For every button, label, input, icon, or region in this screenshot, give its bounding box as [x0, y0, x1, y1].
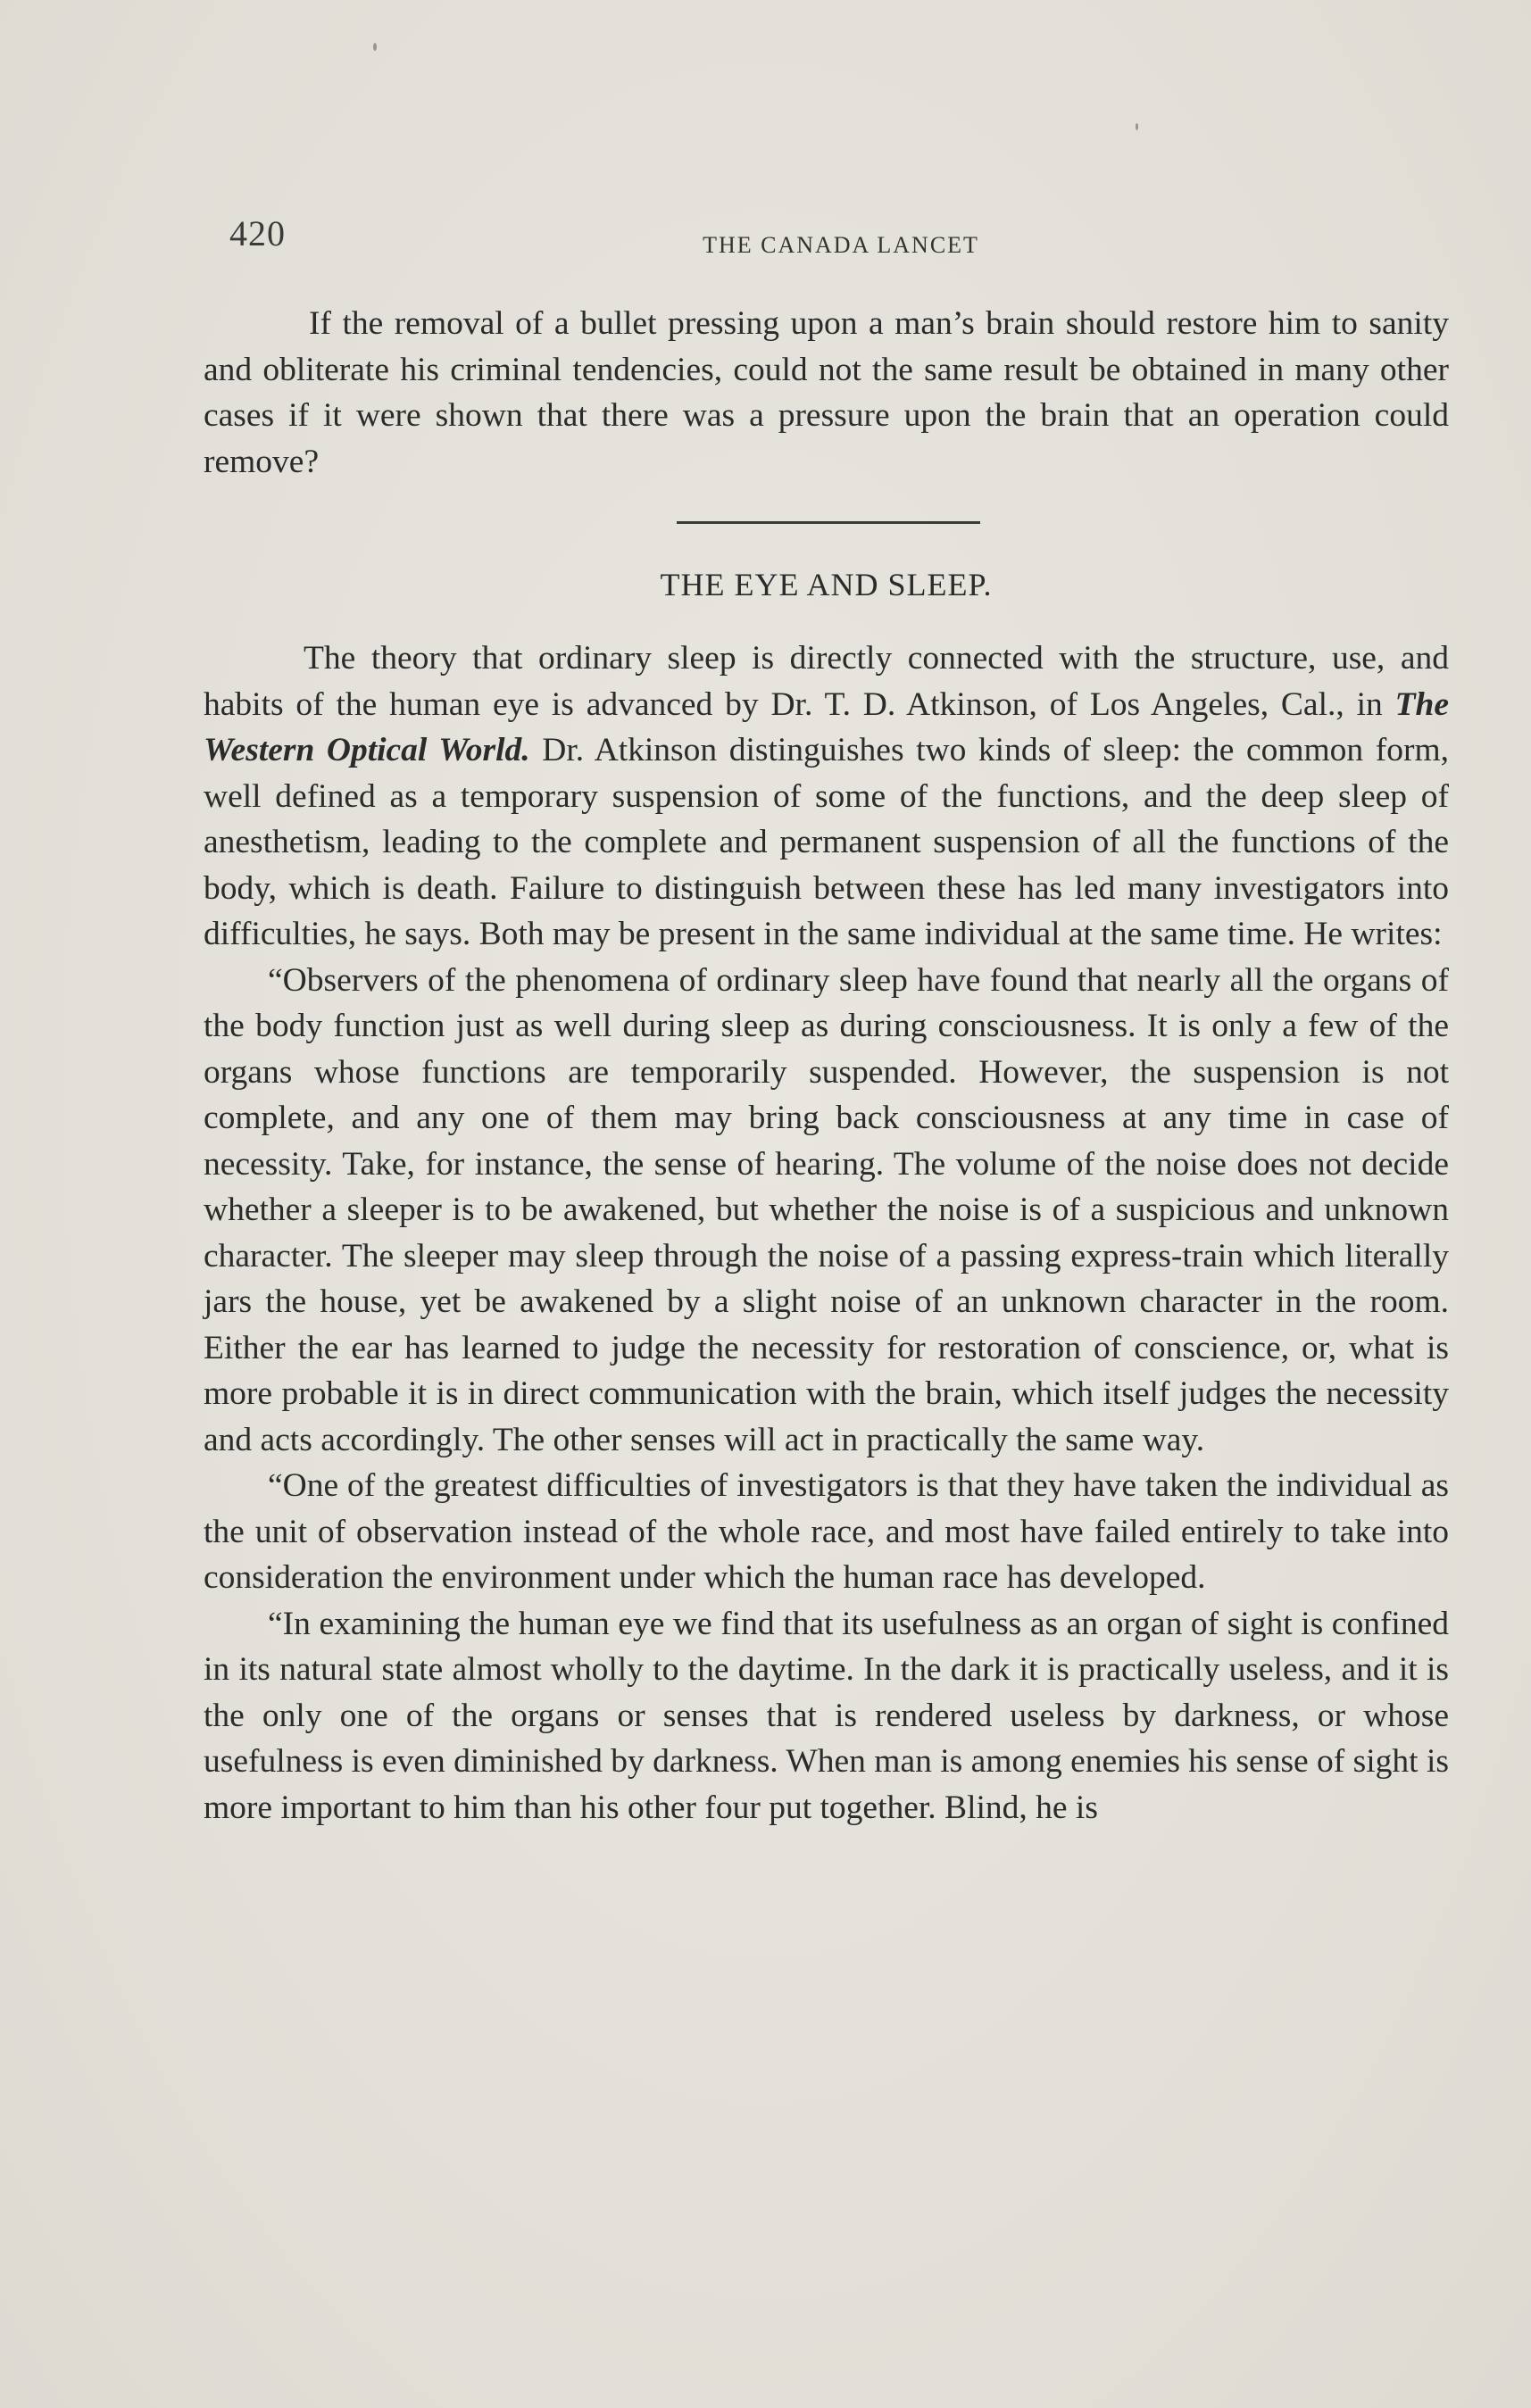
journal-title: The Western Optical World.	[204, 685, 1449, 768]
paragraph-1-text-a: The theory that ordinary sleep is directly connected with the structure, use, and habits of the human eye is advanced by Dr. T. D. Atkinson, of Los Angeles, Cal., in	[204, 640, 1449, 723]
paper-speck	[1136, 123, 1138, 130]
section-divider	[677, 521, 980, 524]
intro-text	[204, 301, 1449, 485]
section-title: THE EYE AND SLEEP.	[660, 567, 993, 602]
paragraph-4: “In examining the human eye we find that its usefulness as an organ of sight is confined in its natural state almost wholly to the daytime. In the dark it is practically useless, and it is the only one of the organs or senses that is rendered useless by darkness, or whose usefulness is even diminished by darkness. When man is among enemies his sense of sight is more important to him than his other four put together. Blind, he is	[204, 1605, 1449, 1826]
intro-paragraph: If the removal of a bullet pressing upon a man’s brain should restore him to sanity and obliterate his criminal tendencies, could not the same result be obtained in many other cases if it were shown that there was a pressure upon the brain that an operation could remove?	[204, 305, 1449, 480]
paragraph-2: “Observers of the phenomena of ordinary sleep have found that nearly all the organs of the body function just as well during sleep as during consciousness. It is only a few of the organs whose functions are temporarily suspended. However, the suspension is not complete, and any one of them may bring back consciousness at any time in case of necessity. Take, for instance, the sense of hearing. The volume of the noise does not decide whether a sleeper is to be awakened, but whether the noise is of a suspicious and unknown character. The sleeper may sleep through the noise of a passing express-train which literally jars the house, yet be awakened by a slight noise of an unknown character in the room. Either the ear has learned to judge the necessity for restoration of conscience, or, what is more probable it is in direct communication with the brain, which itself judges the necessity and acts accordingly. The other senses will act in practically the same way.	[204, 961, 1449, 1458]
page-header	[229, 212, 1452, 266]
article-body	[204, 635, 1449, 1831]
paragraph-3: “One of the greatest difficulties of investigators is that they have taken the individual as the unit of observation instead of the whole race, and most have failed entirely to take into consideration the environment under which the human race has developed.	[204, 1467, 1449, 1596]
paragraph-1	[204, 635, 1449, 958]
paper-speck	[373, 43, 377, 51]
page-number: 420	[229, 213, 286, 253]
paragraph-1-text-b: Dr. Atkinson distinguishes two kinds of sleep: the common form, well defined as a temporary suspension of some of the functions, and the deep sleep of anesthetism, leading to the complete and permanent suspension of all the functions of the body, which is death. Failure to distinguish between these has led many investigators into difficulties, he says. Both may be present in the same individual at the same time. He writes:	[204, 732, 1450, 952]
running-head: THE CANADA LANCET	[703, 232, 979, 258]
